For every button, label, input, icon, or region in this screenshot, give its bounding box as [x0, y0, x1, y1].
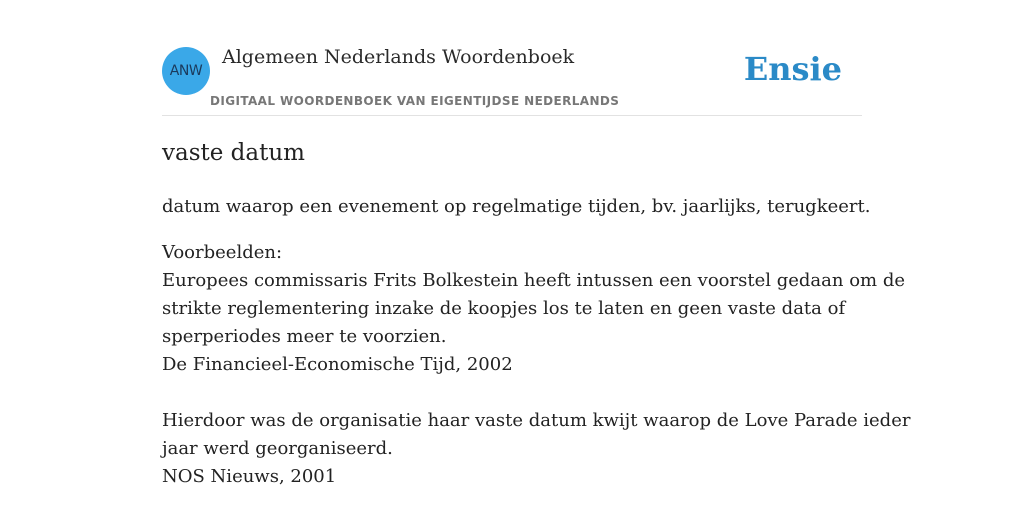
logo-text: ANW [169, 63, 203, 79]
example-text-line: Hierdoor was de organisatie haar vaste datum kwijt waarop de Love Parade ieder [162, 410, 911, 431]
site-title: Algemeen Nederlands Woordenboek [222, 46, 575, 68]
example-source: De Financieel-Economische Tijd, 2002 [162, 354, 513, 375]
example-source: NOS Nieuws, 2001 [162, 466, 337, 487]
dictionary-card [162, 0, 911, 512]
anw-logo [162, 47, 210, 95]
example-text-line: Europees commissaris Frits Bolkestein heeft intussen een voorstel gedaan om de [162, 270, 905, 291]
example-item [162, 407, 911, 491]
entry-definition: datum waarop een evenement op regelmatige tijden, bv. jaarlijks, terugkeert. [162, 196, 871, 217]
example-text-line: sperperiodes meer te voorzien. [162, 326, 447, 347]
example-text-line: jaar werd georganiseerd. [162, 438, 393, 459]
examples-section [162, 239, 911, 491]
examples-heading: Voorbeelden: [162, 242, 283, 263]
example-text-line: strikte reglementering inzake de koopjes los te laten en geen vaste data of [162, 298, 846, 319]
site-subtitle: DIGITAAL WOORDENBOEK VAN EIGENTIJDSE NEDERLANDS [210, 94, 620, 108]
ensie-brand-logo: Ensie [743, 50, 842, 88]
example-item [162, 267, 905, 379]
entry-title: vaste datum [162, 140, 305, 166]
header-divider [162, 115, 862, 116]
example-separator [162, 379, 862, 407]
